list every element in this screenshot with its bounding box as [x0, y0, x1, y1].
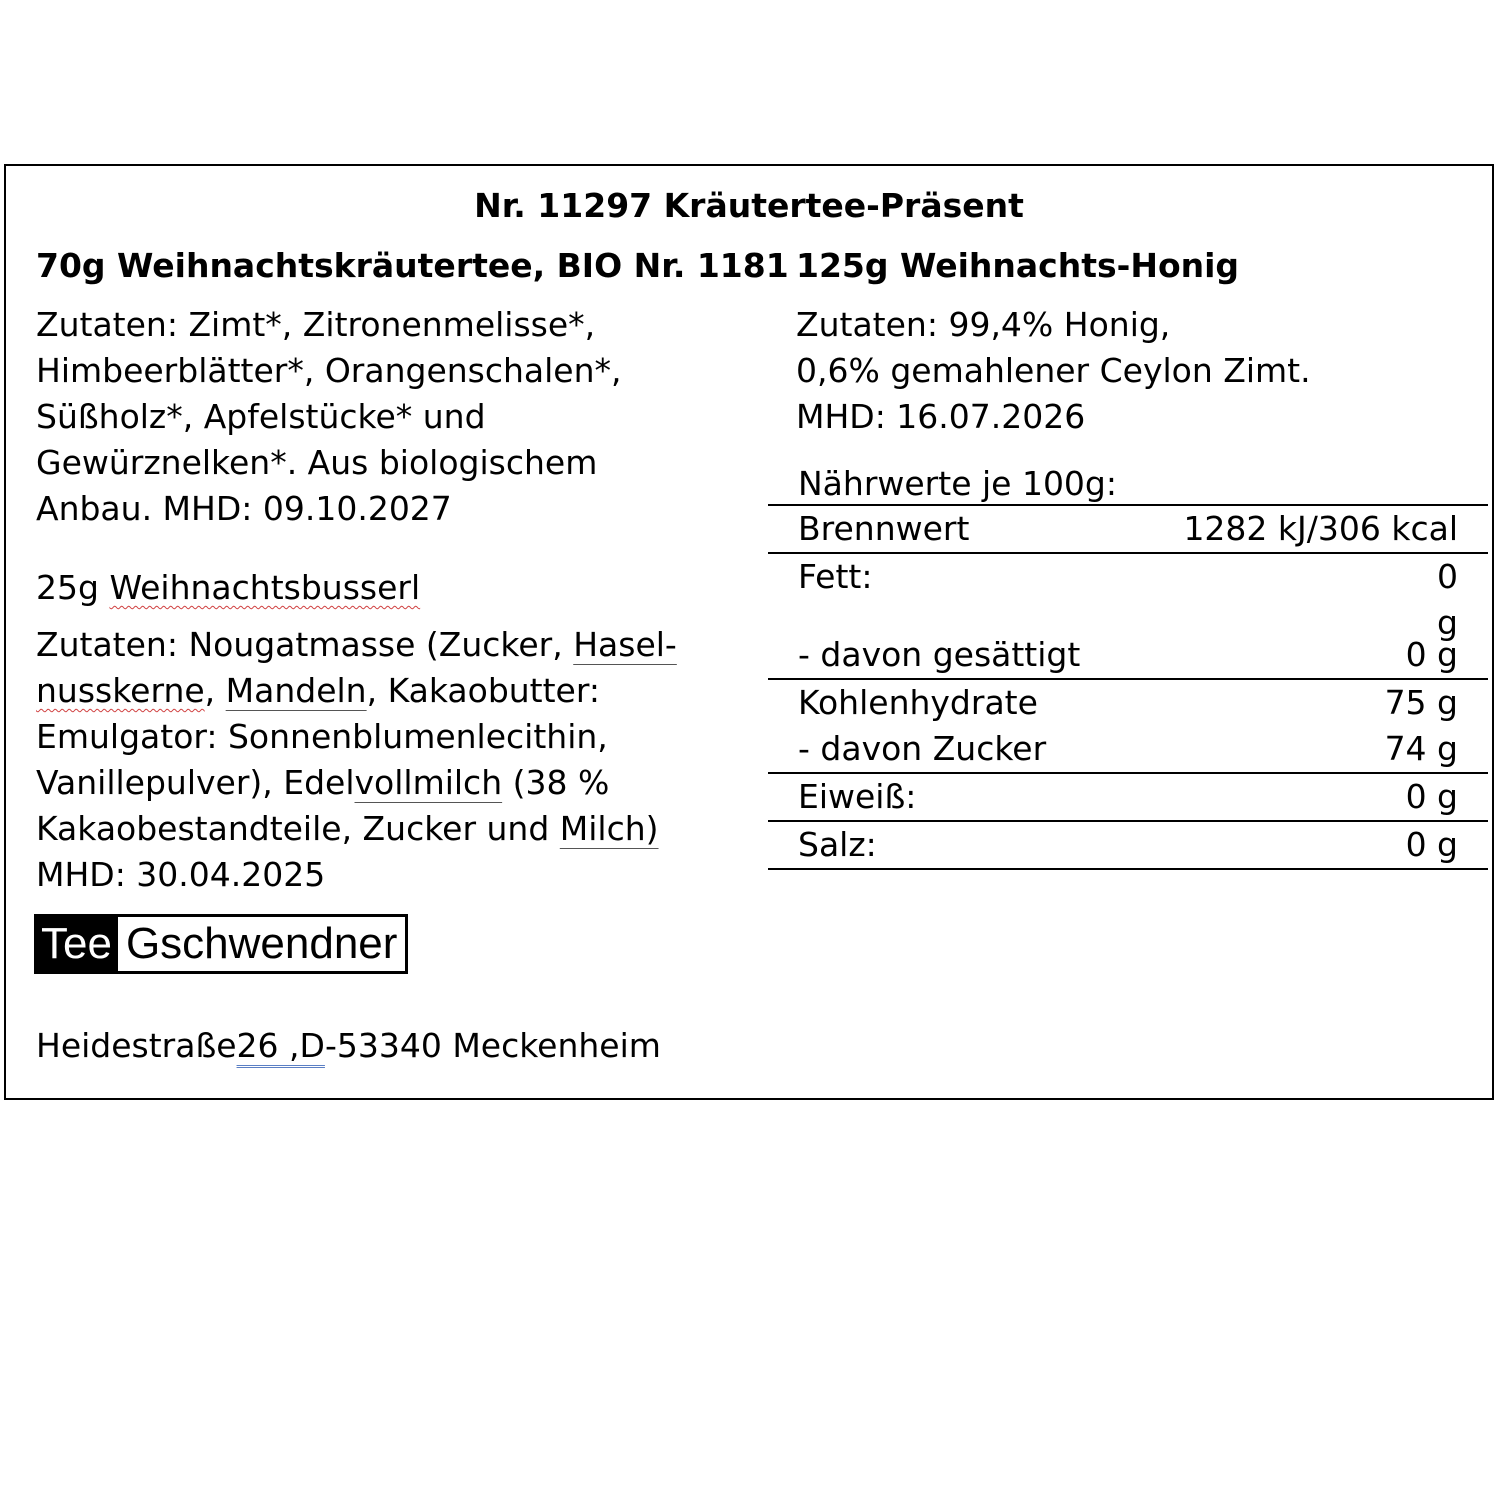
tea-line: Himbeerblätter*, Orangenschalen*, — [36, 351, 622, 390]
busserl-heading-weight: 25g — [36, 568, 110, 607]
nutrition-value: 0 g — [1405, 777, 1458, 816]
busserl-line — [36, 806, 677, 852]
busserl-line — [36, 622, 677, 668]
nutrition-title: Nährwerte je 100g: — [798, 464, 1117, 503]
text: , — [204, 671, 226, 710]
text: Vanillepulver), Edel — [36, 763, 355, 802]
text: 0 — [1437, 557, 1458, 596]
honey-ingredients — [796, 302, 1311, 440]
text: Heidestraße — [36, 1026, 237, 1065]
brand-logo — [34, 914, 408, 974]
logo-left: Tee — [37, 917, 118, 971]
honey-line: 0,6% gemahlener Ceylon Zimt. — [796, 351, 1311, 390]
tea-line: Süßholz*, Apfelstücke* und — [36, 397, 486, 436]
company-address — [36, 1026, 661, 1066]
busserl-line — [36, 760, 677, 806]
tea-line: Zutaten: Zimt*, Zitronenmelisse*, — [36, 305, 596, 344]
tea-line: Gewürznelken*. Aus biologischem — [36, 443, 598, 482]
honey-line: Zutaten: 99,4% Honig, — [796, 305, 1171, 344]
nutrition-row — [768, 822, 1488, 868]
busserl-heading — [36, 568, 420, 608]
nutrition-row — [768, 680, 1488, 726]
text: Milch) — [559, 809, 659, 848]
nutrition-row — [768, 774, 1488, 820]
busserl-line: MHD: 30.04.2025 — [36, 855, 326, 894]
logo-right: Gschwendner — [118, 917, 405, 971]
tea-heading: 70g Weihnachtskräutertee, BIO Nr. 1181 — [36, 246, 789, 285]
nutrition-group-fat — [768, 554, 1488, 680]
nutrition-value: 74 g — [1384, 729, 1458, 768]
text: g — [1437, 603, 1458, 642]
busserl-line: Emulgator: Sonnenblumenlecithin, — [36, 717, 608, 756]
text: Hasel- — [573, 625, 677, 664]
product-label — [4, 164, 1494, 1100]
nutrition-label: Brennwert — [798, 509, 970, 548]
nutrition-row — [768, 632, 1488, 678]
nutrition-table — [768, 504, 1488, 870]
tea-line: Anbau. MHD: 09.10.2027 — [36, 489, 452, 528]
nutrition-value: 0 g — [1405, 635, 1458, 674]
nutrition-label: - davon gesättigt — [798, 635, 1081, 674]
nutrition-group-salt — [768, 822, 1488, 870]
text: , Kakaobutter: — [366, 671, 600, 710]
busserl-heading-name: Weihnachtsbusserl — [109, 568, 421, 607]
honey-heading: 125g Weihnachts-Honig — [796, 246, 1240, 285]
text: -53340 Meckenheim — [324, 1026, 661, 1065]
nutrition-group-carbs — [768, 680, 1488, 774]
text: vollmilch — [354, 763, 503, 802]
nutrition-value: 1282 kJ/306 kcal — [1183, 509, 1458, 548]
text: 26 ,D — [236, 1026, 325, 1065]
nutrition-value: 75 g — [1384, 683, 1458, 722]
text: Zutaten: Nougatmasse (Zucker, — [36, 625, 574, 664]
tea-ingredients — [36, 302, 622, 532]
nutrition-group-protein — [768, 774, 1488, 822]
nutrition-row — [768, 506, 1488, 552]
honey-line: MHD: 16.07.2026 — [796, 397, 1086, 436]
nutrition-label: - davon Zucker — [798, 729, 1047, 768]
nutrition-label: Fett: — [798, 557, 873, 596]
text: Mandeln — [225, 671, 367, 710]
nutrition-value: 0 g — [1405, 825, 1458, 864]
busserl-ingredients — [36, 622, 677, 898]
label-title: Nr. 11297 Kräutertee-Präsent — [474, 186, 1024, 225]
nutrition-label: Kohlenhydrate — [798, 683, 1038, 722]
text: (38 % — [502, 763, 610, 802]
nutrition-label: Eiweiß: — [798, 777, 917, 816]
text: nusskerne — [36, 671, 205, 710]
text: Kakaobestandteile, Zucker und — [36, 809, 560, 848]
nutrition-label: Salz: — [798, 825, 877, 864]
nutrition-row — [768, 726, 1488, 772]
busserl-line — [36, 668, 677, 714]
nutrition-group-energy — [768, 506, 1488, 554]
